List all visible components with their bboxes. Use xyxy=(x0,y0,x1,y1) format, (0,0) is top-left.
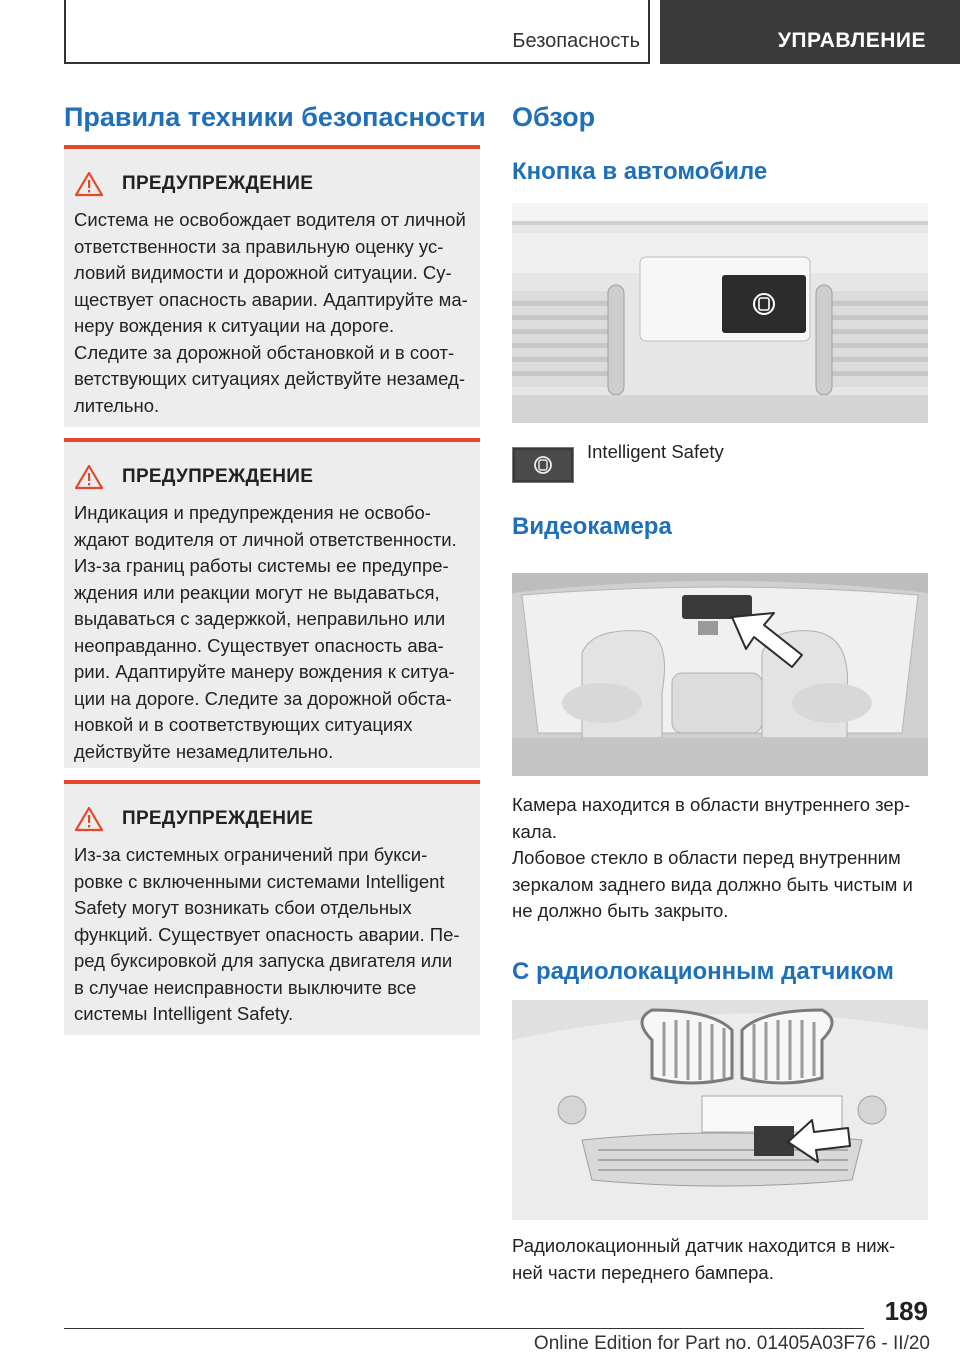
warning-text xyxy=(74,207,474,419)
intelligent-safety-label: Intelligent Safety xyxy=(587,441,724,462)
warning-line: Следите за дорожной обстановкой и в соот- xyxy=(74,341,455,363)
text-line: ней части переднего бампера. xyxy=(512,1261,774,1283)
warning-line: выдаваться с задержкой, неправильно или xyxy=(74,608,446,629)
warning-line: неру вождения к ситуации на дороге. xyxy=(74,315,395,336)
warning-line: Система не освобождает водителя от личной xyxy=(74,209,466,230)
warning-line: в случае неисправности выключите все xyxy=(74,976,417,998)
camera-location-text xyxy=(512,792,932,845)
warning-text xyxy=(74,500,474,765)
warning-line: рии. Адаптируйте манеру вождения к ситуа- xyxy=(74,661,455,682)
warning-triangle-icon xyxy=(74,464,104,490)
safety-rules-heading: Правила техники безопасности xyxy=(64,102,486,132)
page-number: 189 xyxy=(884,1296,928,1326)
text-line: зеркалом заднего вида должно быть чистым и xyxy=(512,873,913,895)
button-heading: Кнопка в автомобиле xyxy=(512,158,768,185)
warning-line: неоправданно. Существует опасность ава- xyxy=(74,634,444,656)
warning-text xyxy=(74,842,474,1028)
dashboard-button-illustration xyxy=(512,203,928,423)
warning-line: ровке с включенными системами Intelligent xyxy=(74,870,445,892)
warning-line: действуйте незамедлительно. xyxy=(74,740,334,762)
camera-location-illustration xyxy=(512,573,928,776)
radar-location-text xyxy=(512,1233,932,1286)
warning-line: ции на дороге. Следите за дорожной обста- xyxy=(74,687,452,709)
warning-line: системы Intelligent Safety. xyxy=(74,1003,294,1024)
text-line: не должно быть закрыто. xyxy=(512,900,729,921)
intelligent-safety-button-icon xyxy=(512,447,574,483)
warning-line: ществует опасность аварии. Адаптируйте ма- xyxy=(74,288,468,310)
camera-heading: Видеокамера xyxy=(512,513,672,540)
warning-line: ветствующих ситуациях действуйте незамед- xyxy=(74,368,465,389)
footer-edition: Online Edition for Part no. 01405A03F76 - II/20 xyxy=(533,1333,930,1354)
text-line: кала. xyxy=(512,820,558,842)
warning-line: функций. Существует опасность аварии. Пе- xyxy=(74,923,460,945)
warning-line: Индикация и предупреждения не освобо- xyxy=(74,502,431,523)
warning-title: ПРЕДУПРЕЖДЕНИЕ xyxy=(122,466,314,487)
warning-box-1 xyxy=(64,145,480,427)
text-line: Лобовое стекло в области перед внутренним xyxy=(512,847,901,868)
warning-line: ловий видимости и дорожной ситуации. Су- xyxy=(74,262,452,283)
warning-triangle-icon xyxy=(74,171,104,197)
warning-line: новкой и в соответствующих ситуациях xyxy=(74,714,413,735)
warning-line: Safety могут возникать сбои отдельных xyxy=(74,897,412,918)
radar-location-illustration xyxy=(512,1000,928,1220)
footer-divider xyxy=(64,1328,864,1329)
warning-header xyxy=(74,464,313,490)
warning-line: ждают водителя от личной ответственности. xyxy=(74,528,457,550)
warning-box-3 xyxy=(64,780,480,1035)
warning-box-2 xyxy=(64,438,480,768)
text-line: Радиолокационный датчик находится в ниж- xyxy=(512,1235,896,1256)
warning-header xyxy=(74,806,313,832)
header-chapter-title: УПРАВЛЕНИЕ xyxy=(777,29,926,52)
header-section-title: Безопасность xyxy=(512,30,640,52)
warning-title: ПРЕДУПРЕЖДЕНИЕ xyxy=(122,173,314,194)
warning-line: ждения или реакции могут не выдаваться, xyxy=(74,581,440,603)
warning-header xyxy=(74,171,313,197)
radar-heading: С радиолокационным датчиком xyxy=(512,958,894,985)
warning-line: Из-за границ работы системы ее предупре- xyxy=(74,555,449,576)
warning-line: лительно. xyxy=(74,394,160,416)
windshield-text xyxy=(512,845,932,925)
warning-line: ответственности за правильную оценку ус- xyxy=(74,235,444,257)
text-line: Камера находится в области внутреннего зер- xyxy=(512,794,911,815)
warning-title: ПРЕДУПРЕЖДЕНИЕ xyxy=(122,808,314,829)
warning-triangle-icon xyxy=(74,806,104,832)
warning-line: ред буксировкой для запуска двигателя или xyxy=(74,950,453,971)
overview-heading: Обзор xyxy=(512,102,596,132)
warning-line: Из-за системных ограничений при букси- xyxy=(74,844,428,865)
